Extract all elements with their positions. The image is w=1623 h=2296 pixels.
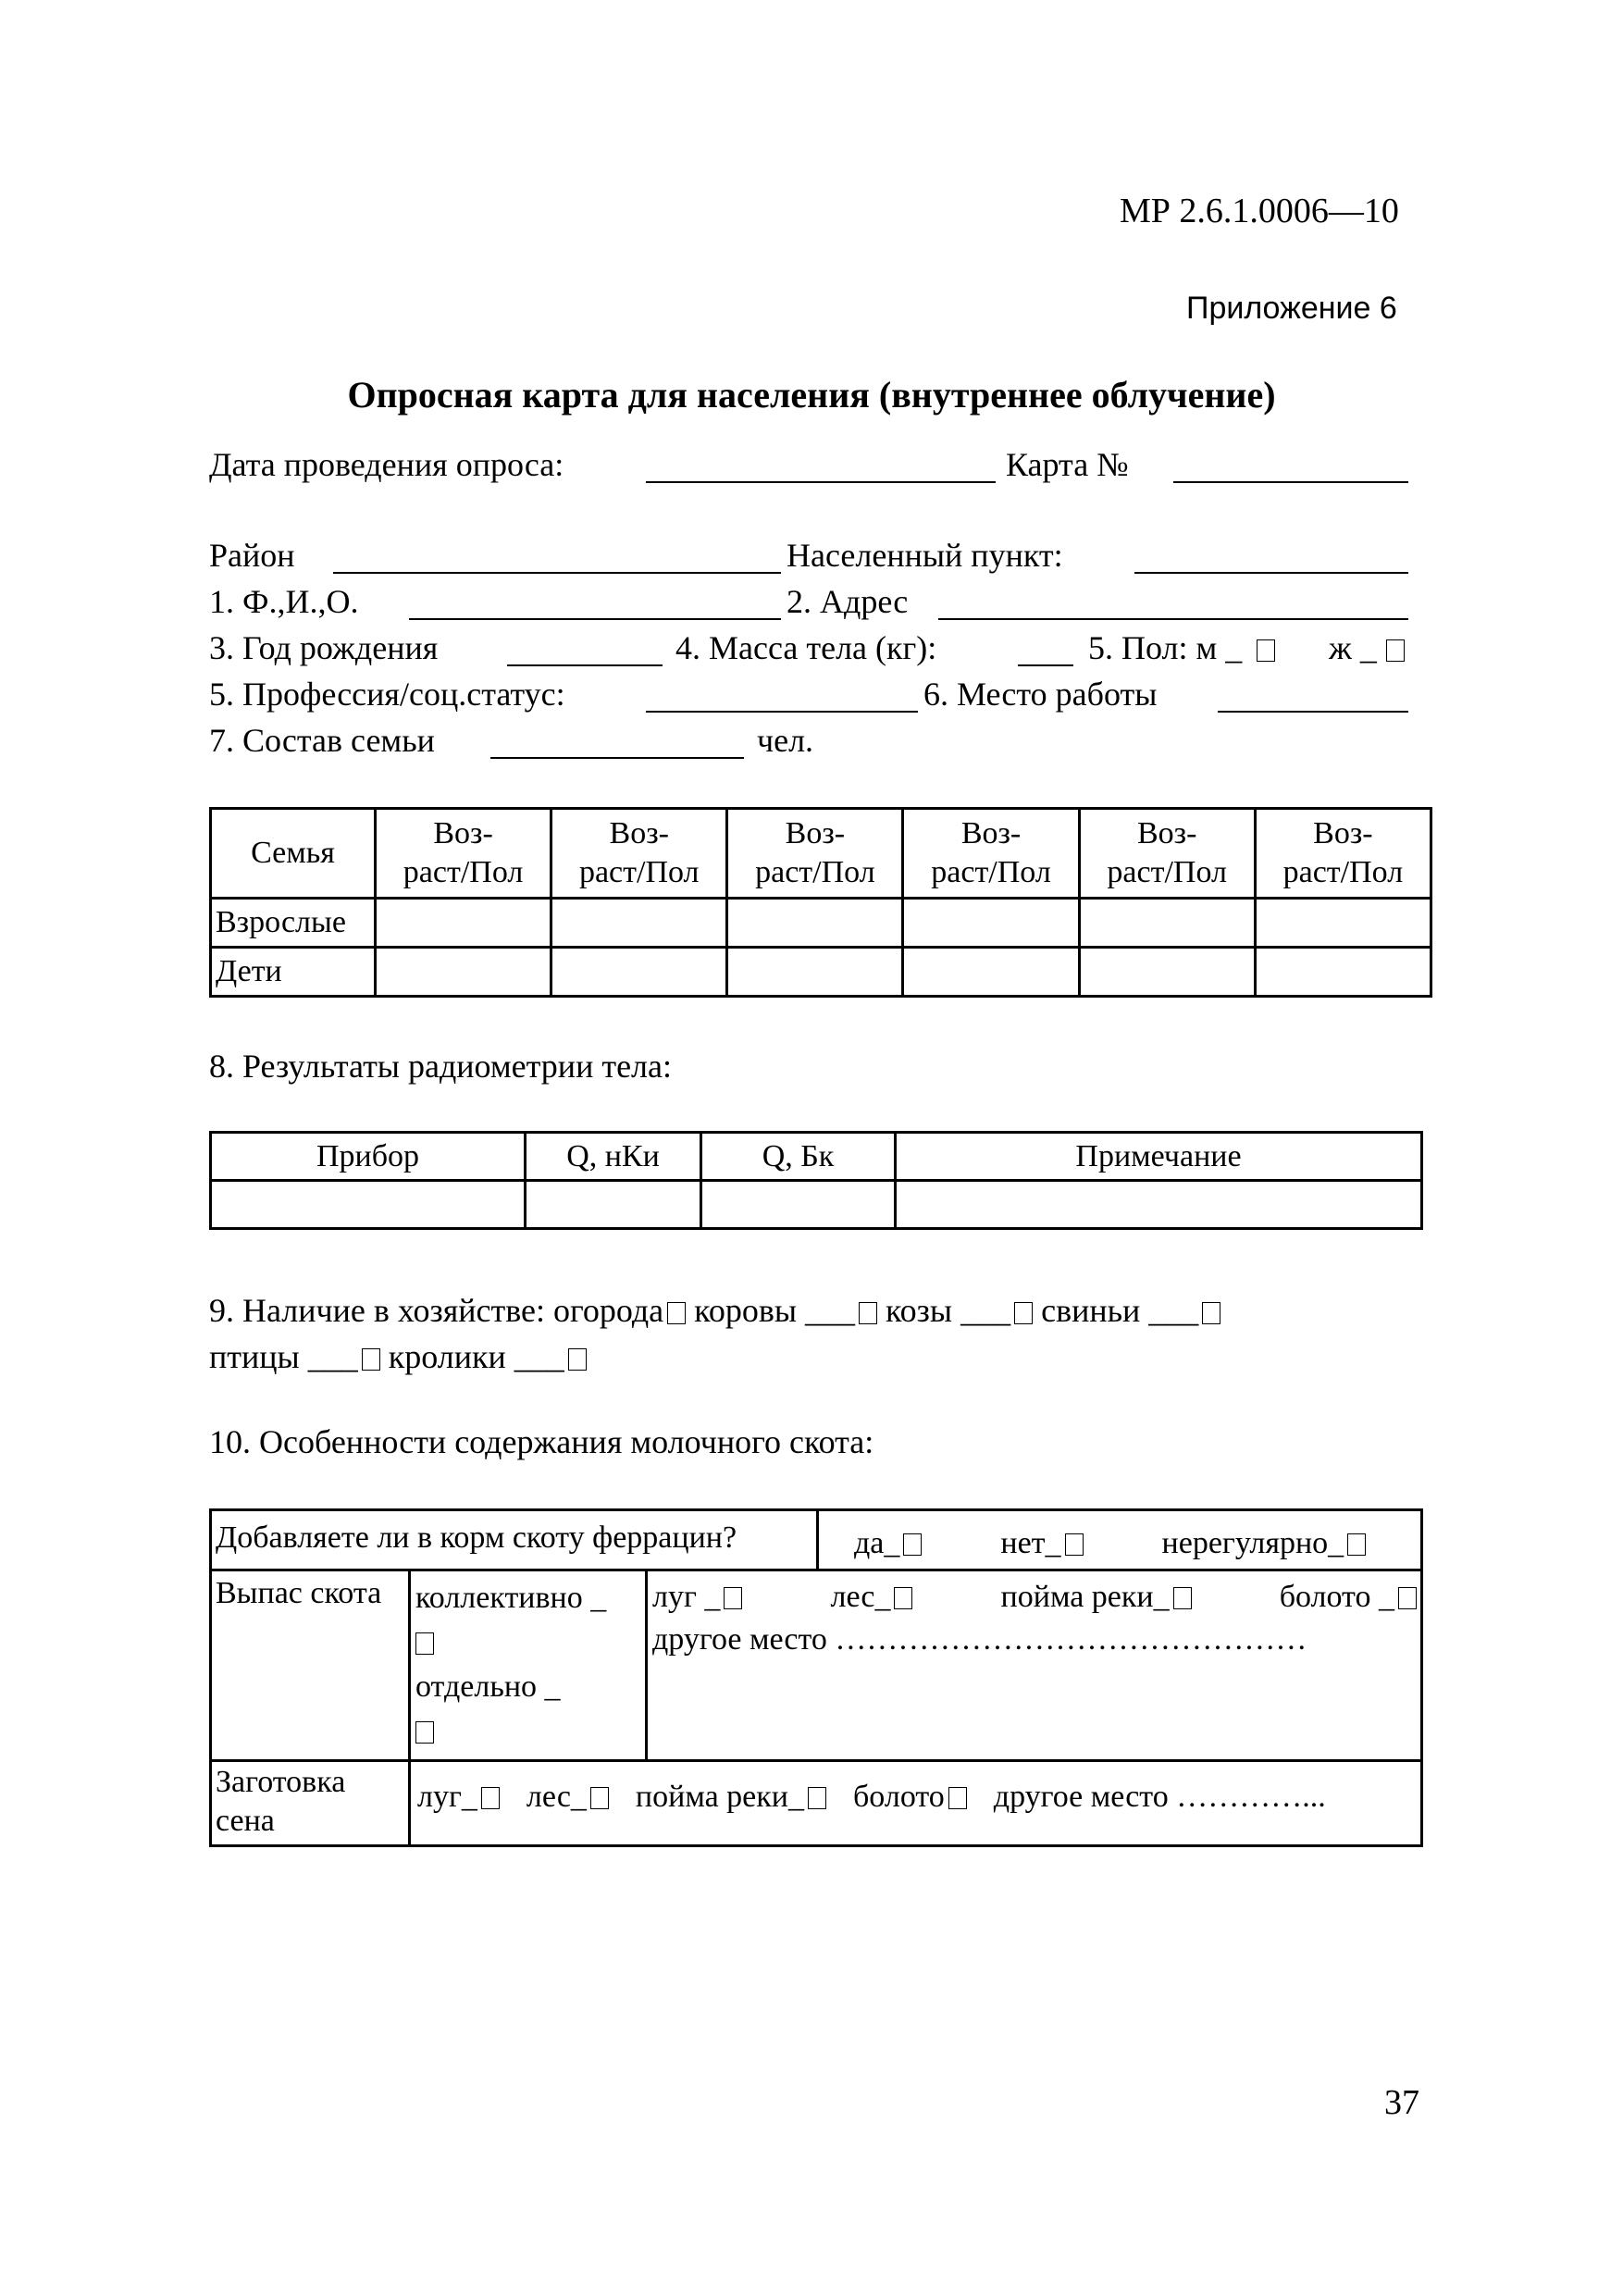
table-cell[interactable] [376, 899, 551, 948]
grazing-collective-checkbox[interactable] [415, 1632, 434, 1655]
family-table-header [211, 809, 1431, 899]
table-cell[interactable] [896, 1181, 1422, 1229]
settlement-label: Населенный пункт: [787, 537, 1063, 574]
grazing-places [652, 1580, 1417, 1615]
age-sex-header-cell: Воз- раст/Пол [727, 809, 903, 899]
radiometry-label: 8. Результаты радиометрии тела: [209, 1048, 672, 1085]
rabbits-checkbox[interactable] [568, 1348, 587, 1371]
birth-year-field[interactable] [507, 664, 663, 666]
hay-places [417, 1780, 1326, 1815]
pasture-swamp-checkbox[interactable] [1398, 1587, 1417, 1609]
table-cell[interactable] [903, 899, 1079, 948]
pasture-floodplain-label: пойма реки_ [1000, 1580, 1170, 1614]
hay-label: Заготовка сена [216, 1765, 346, 1838]
radiometry-header-row [211, 1133, 1422, 1181]
table-cell[interactable] [1079, 899, 1255, 948]
age-sex-header-cell: Воз- раст/Пол [1255, 809, 1431, 899]
hay-forest-label: лес_ [526, 1780, 587, 1814]
pasture-meadow-label: луг _ [652, 1580, 721, 1614]
page-title: Опросная карта для населения (внутреннее облучение) [347, 374, 1276, 416]
ferrocin-no-label: нет_ [1000, 1526, 1061, 1560]
garden-checkbox[interactable] [667, 1302, 686, 1324]
fio-field[interactable] [409, 618, 781, 620]
profession-label: 5. Профессия/соц.статус: [209, 676, 565, 713]
district-label: Район [209, 537, 295, 574]
q-nci-header: Q, нКи [526, 1133, 701, 1181]
family-size-unit: чел. [757, 722, 814, 759]
cows-label: коровы ___ [694, 1292, 856, 1329]
age-sex-header-cell: Воз- раст/Пол [1079, 809, 1255, 899]
table-row [211, 899, 1431, 948]
ferrocin-options [854, 1526, 1366, 1561]
grazing-label: Выпас скота [216, 1576, 382, 1610]
hay-meadow-label: луг_ [417, 1780, 477, 1814]
sex-female-label: ж _ [1329, 629, 1377, 666]
radiometry-table [209, 1131, 1423, 1230]
table-cell[interactable] [551, 899, 727, 948]
profession-field-line[interactable] [646, 711, 918, 713]
appendix-label: Приложение 6 [1186, 291, 1397, 326]
document-code: МР 2.6.1.0006—10 [1120, 192, 1399, 230]
workplace-field[interactable] [1218, 711, 1408, 713]
pasture-forest-checkbox[interactable] [894, 1587, 912, 1609]
ferrocin-no-checkbox[interactable] [1065, 1533, 1084, 1556]
children-row-label: Дети [211, 948, 376, 997]
body-mass-field[interactable] [1018, 664, 1073, 666]
table-row [211, 1181, 1422, 1229]
survey-date-field[interactable] [646, 481, 996, 483]
birth-year-label: 3. Год рождения [209, 629, 439, 666]
poultry-label: птицы ___ [209, 1338, 358, 1375]
rabbits-label: кролики ___ [388, 1338, 564, 1375]
table-cell[interactable] [376, 948, 551, 997]
address-label: 2. Адрес [787, 583, 909, 620]
sex-female-checkbox[interactable] [1386, 639, 1405, 662]
fio-label: 1. Ф.,И.,О. [209, 583, 359, 620]
goats-checkbox[interactable] [1014, 1302, 1033, 1324]
table-cell[interactable] [526, 1181, 701, 1229]
age-sex-header-cell: Воз- раст/Пол [903, 809, 1079, 899]
card-number-field[interactable] [1173, 481, 1408, 483]
age-sex-header-cell: Воз- раст/Пол [376, 809, 551, 899]
table-row [211, 948, 1431, 997]
livestock-table [209, 1508, 1423, 1847]
table-cell[interactable] [1255, 899, 1431, 948]
hay-floodplain-label: пойма реки_ [635, 1780, 804, 1814]
household-line-2 [209, 1336, 587, 1377]
device-header: Прибор [211, 1133, 526, 1181]
table-cell[interactable] [1079, 948, 1255, 997]
family-table [209, 807, 1432, 998]
sex-male-label: 5. Пол: м _ [1088, 629, 1243, 666]
table-cell[interactable] [727, 948, 903, 997]
workplace-label: 6. Место работы [923, 676, 1158, 713]
family-header-cell: Семья [211, 809, 376, 899]
grazing-mode [415, 1576, 606, 1754]
page-number: 37 [1384, 2083, 1419, 2122]
goats-label: козы ___ [886, 1292, 1011, 1329]
q-bq-header: Q, Бк [701, 1133, 896, 1181]
survey-date-label: Дата проведения опроса: [209, 446, 564, 483]
settlement-field[interactable] [1134, 572, 1408, 574]
table-cell[interactable] [903, 948, 1079, 997]
cows-checkbox[interactable] [859, 1302, 877, 1324]
pasture-forest-label: лес_ [830, 1580, 891, 1614]
grazing-separate-label: отдельно _ [415, 1669, 561, 1704]
sex-male-checkbox[interactable] [1257, 639, 1275, 662]
age-sex-header-cell: Воз- раст/Пол [551, 809, 727, 899]
hay-other-place[interactable]: другое место …………... [993, 1780, 1326, 1814]
pigs-checkbox[interactable] [1202, 1302, 1220, 1324]
district-field[interactable] [333, 572, 781, 574]
household-line-1 [209, 1290, 1220, 1331]
table-cell[interactable] [727, 899, 903, 948]
ferrocin-yes-checkbox[interactable] [903, 1533, 922, 1556]
grazing-separate-checkbox[interactable] [415, 1721, 434, 1744]
pigs-label: свиньи ___ [1041, 1292, 1199, 1329]
hay-forest-checkbox[interactable] [590, 1787, 609, 1809]
poultry-checkbox[interactable] [362, 1348, 380, 1371]
household-garden-label: 9. Наличие в хозяйстве: огорода [209, 1292, 664, 1329]
grazing-other-place[interactable]: другое место ……………………………………… [652, 1622, 1307, 1657]
hay-meadow-checkbox[interactable] [481, 1787, 500, 1809]
address-field[interactable] [938, 618, 1408, 620]
family-size-field[interactable] [490, 757, 744, 759]
livestock-label: 10. Особенности содержания молочного скота: [209, 1423, 874, 1460]
table-cell[interactable] [701, 1181, 896, 1229]
hay-swamp-checkbox[interactable] [948, 1787, 967, 1809]
ferrocin-question: Добавляете ли в корм скоту феррацин? [216, 1520, 737, 1555]
body-mass-label: 4. Масса тела (кг): [675, 629, 937, 666]
table-cell[interactable] [551, 948, 727, 997]
hay-swamp-label: болото [853, 1780, 945, 1814]
ferrocin-yes-label: да_ [854, 1526, 900, 1560]
sex-male-option[interactable] [1088, 627, 1275, 668]
card-number-label: Карта № [1006, 446, 1129, 483]
family-size-label: 7. Состав семьи [209, 722, 435, 759]
ferrocin-irregular-checkbox[interactable] [1347, 1533, 1366, 1556]
sex-female-option[interactable] [1329, 627, 1405, 668]
pasture-meadow-checkbox[interactable] [724, 1587, 742, 1609]
adults-row-label: Взрослые [211, 899, 376, 948]
pasture-swamp-label: болото _ [1279, 1580, 1394, 1614]
table-cell[interactable] [1255, 948, 1431, 997]
ferrocin-irregular-label: нерегулярно_ [1161, 1526, 1344, 1560]
hay-floodplain-checkbox[interactable] [808, 1787, 826, 1809]
note-header: Примечание [896, 1133, 1422, 1181]
grazing-collective-label: коллективно _ [415, 1581, 607, 1615]
pasture-floodplain-checkbox[interactable] [1173, 1587, 1192, 1609]
table-cell[interactable] [211, 1181, 526, 1229]
